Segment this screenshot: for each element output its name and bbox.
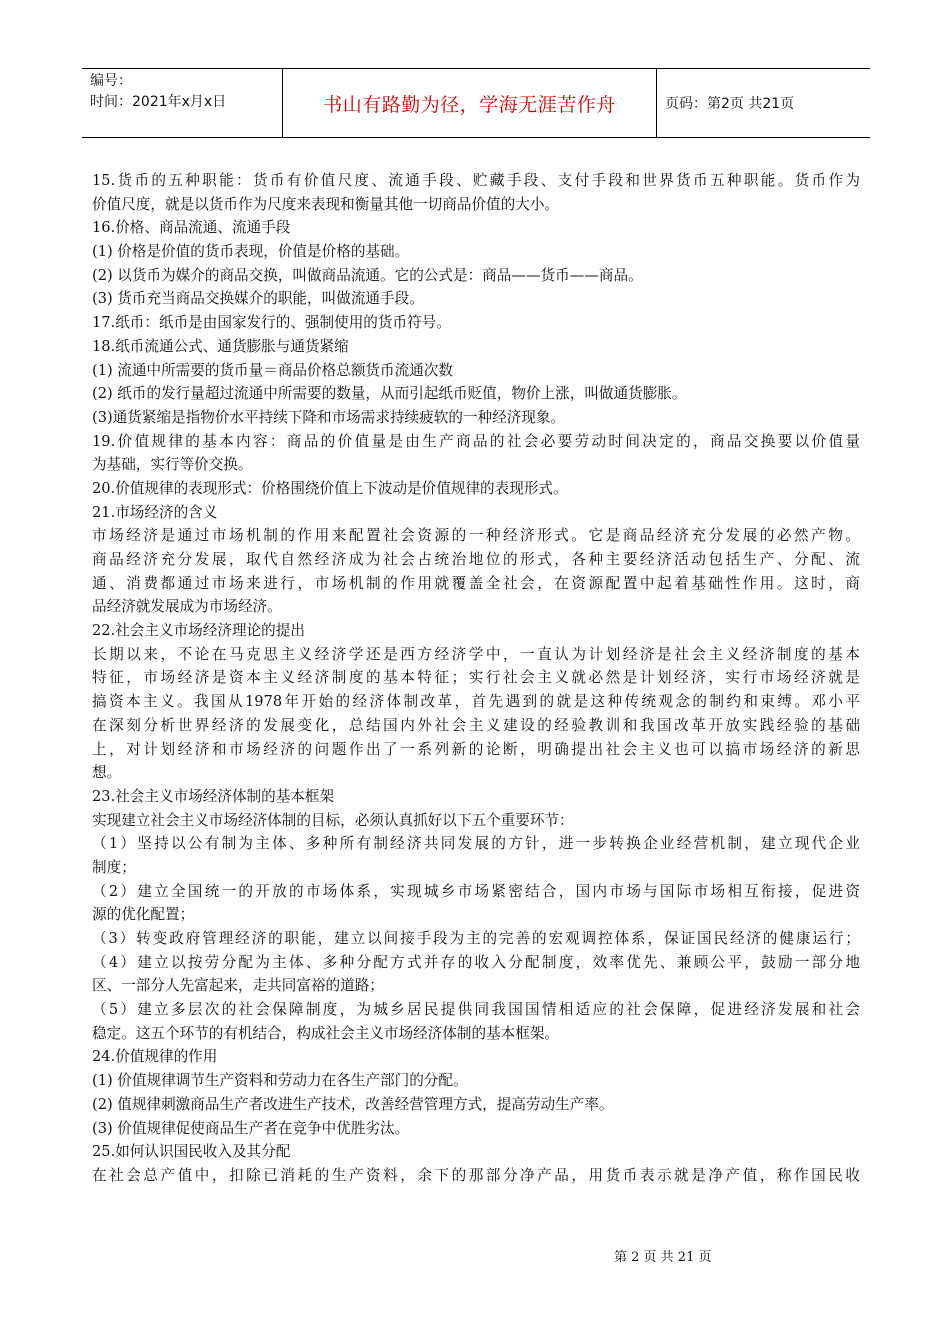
text-line: 搞资本主义。我国从1978年开始的经济体制改革，首先遇到的就是这种传统观念的制约和束缚。邓小平 (92, 693, 860, 711)
text-line: (3) 货币充当商品交换媒介的职能，叫做流通手段。 (92, 290, 424, 308)
motto: 书山有路勤为径，学海无涯苦作舟 (323, 93, 616, 116)
text-line: (2) 以货币为媒介的商品交换，叫做商品流通。它的公式是：商品——货币——商品。 (92, 266, 643, 284)
header-page-cell (657, 69, 870, 137)
text-line: 24.价值规律的作用 (92, 1048, 218, 1066)
text-line: （3）转变政府管理经济的职能，建立以间接手段为主的完善的宏观调控体系，保证国民经济的健康运行； (92, 930, 860, 947)
text-line: 区、一部分人先富起来，走共同富裕的道路； (92, 977, 384, 995)
text-line: 上，对计划经济和市场经济的问题作出了一系列新的论断，明确提出社会主义也可以搞市场经济的新思 (92, 740, 860, 758)
text-line: 特征，市场经济是资本主义经济制度的基本特征；实行社会主义就必然是计划经济，实行市场经济就是 (92, 669, 860, 687)
text-line: 18.纸币流通公式、通货膨胀与通货紧缩 (92, 337, 349, 355)
text-line: 稳定。这五个环节的有机结合，构成社会主义市场经济体制的基本框架。 (92, 1024, 560, 1042)
document-body (92, 169, 860, 1188)
text-line: 在社会总产值中，扣除已消耗的生产资料，余下的那部分净产品，用货币表示就是净产值，称作国民收 (92, 1166, 860, 1184)
text-line: (1) 价格是价值的货币表现，价值是价格的基础。 (92, 243, 410, 261)
text-line: (3)通货紧缩是指物价水平持续下降和市场需求持续疲软的一种经济现象。 (92, 408, 566, 426)
text-line: (2) 纸币的发行量超过流通中所需要的数量，从而引起纸币贬值，物价上涨，叫做通货膨胀。 (92, 385, 687, 403)
text-line: 16.价格、商品流通、流通手段 (92, 219, 291, 237)
text-line: (3) 价值规律促使商品生产者在竞争中优胜劣汰。 (92, 1119, 410, 1137)
text-line: （5）建立多层次的社会保障制度，为城乡居民提供同我国国情相适应的社会保障，促进经济发展和社会 (92, 1001, 860, 1019)
text-line: (1) 价值规律调节生产资料和劳动力在各生产部门的分配。 (92, 1072, 468, 1090)
text-line: （4）建立以按劳分配为主体、多种分配方式并存的收入分配制度，效率优先、兼顾公平，鼓励一部分地 (92, 953, 860, 971)
header-motto-cell (282, 69, 657, 137)
text-line: 19.价值规律的基本内容：商品的价值量是由生产商品的社会必要劳动时间决定的，商品交换要以价值量 (92, 432, 860, 450)
text-line: 通、消费都通过市场来进行，市场机制的作用就覆盖全社会，在资源配置中起着基础性作用。这时，商 (92, 574, 860, 592)
document-header (82, 68, 870, 138)
text-line: 15.货币的五种职能：货币有价值尺度、流通手段、贮藏手段、支付手段和世界货币五种职能。货币作为 (92, 172, 860, 189)
number-label: 编号： (90, 73, 132, 89)
text-line: （2）建立全国统一的开放的市场体系，实现城乡市场紧密结合，国内市场与国际市场相互衔接，促进资 (92, 882, 860, 900)
page-footer: 第 2 页 共 21 页 (614, 1250, 712, 1265)
text-line: 25.如何认识国民收入及其分配 (92, 1143, 291, 1161)
text-line: 21.市场经济的含义 (92, 503, 218, 521)
text-line: 为基础，实行等价交换。 (92, 456, 253, 474)
time-label: 时间：2021年x月x日 (90, 94, 227, 110)
text-line: 源的优化配置； (92, 906, 195, 924)
text-line: (1) 流通中所需要的货币量＝商品价格总额货币流通次数 (92, 361, 453, 379)
text-line: (2) 值规律刺激商品生产者改进生产技术，改善经营管理方式，提高劳动生产率。 (92, 1095, 614, 1113)
text-line: 实现建立社会主义市场经济体制的目标，必须认真抓好以下五个重要环节： (92, 811, 574, 829)
text-line: 长期以来，不论在马克思主义经济学还是西方经济学中，一直认为计划经济是社会主义经济制度的基本 (92, 645, 860, 663)
text-line: 17.纸币：纸币是由国家发行的、强制使用的货币符号。 (92, 314, 451, 332)
text-line: 制度； (92, 858, 136, 876)
text-line: 在深刻分析世界经济的发展变化，总结国内外社会主义建设的经验教训和我国改革开放实践经验的基础 (92, 716, 860, 734)
text-line: 价值尺度，就是以货币作为尺度来表现和衡量其他一切商品价值的大小。 (92, 195, 560, 213)
text-line: 想。 (92, 764, 122, 782)
text-line: （1）坚持以公有制为主体、多种所有制经济共同发展的方针，进一步转换企业经营机制，建立现代企业 (92, 835, 860, 853)
text-line: 品经济就发展成为市场经济。 (92, 598, 282, 616)
text-line: 商品经济充分发展，取代自然经济成为社会占统治地位的形式，各种主要经济活动包括生产、分配、流 (92, 551, 860, 568)
header-meta (82, 69, 282, 137)
text-line: 市场经济是通过市场机制的作用来配置社会资源的一种经济形式。它是商品经济充分发展的必然产物。 (92, 527, 860, 545)
text-line: 20.价值规律的表现形式：价格围绕价值上下波动是价值规律的表现形式。 (92, 479, 568, 497)
text-line: 23.社会主义市场经济体制的基本框架 (92, 787, 335, 805)
page-info: 页码：第2页 共21页 (665, 96, 795, 112)
text-line: 22.社会主义市场经济理论的提出 (92, 622, 305, 640)
